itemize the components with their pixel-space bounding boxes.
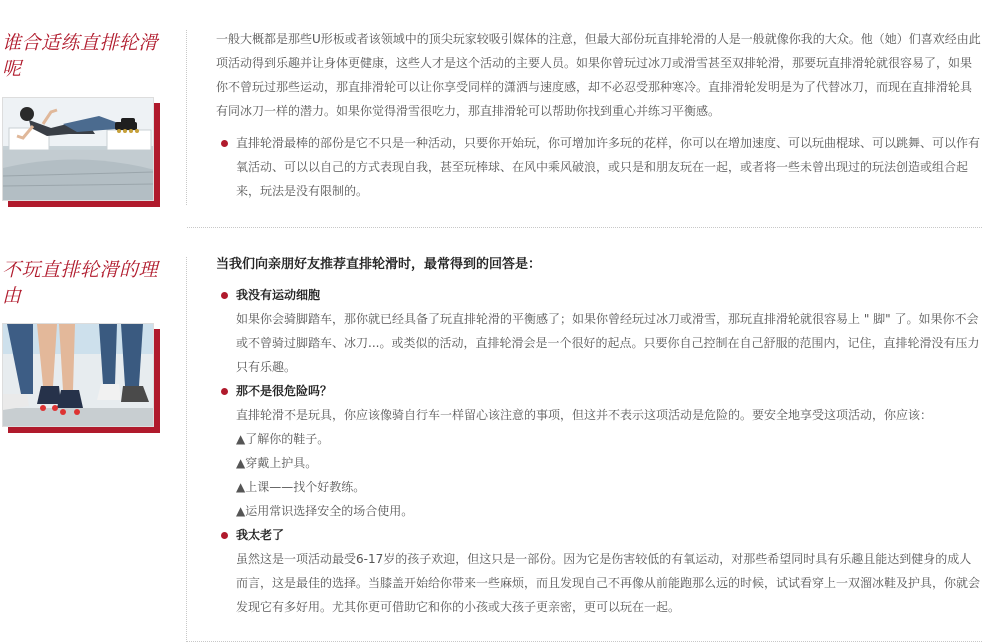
- skater-photo: [2, 97, 154, 201]
- answer-text: 直排轮滑不是玩具，你应该像骑自行车一样留心该注意的事项，但这并不表示这项活动是危险的。要安全地享受这项活动，你应该：: [236, 408, 933, 422]
- tip-line: ▲了解你的鞋子。: [236, 432, 330, 446]
- vertical-divider: [186, 257, 187, 642]
- section-reasons-not: [0, 229, 982, 644]
- skater-illustration: [3, 98, 154, 201]
- lead-heading: 当我们向亲朋好友推荐直排轮滑时，最常得到的回答是：: [216, 257, 542, 272]
- horizontal-divider: [187, 641, 982, 642]
- bullet-dot-icon: [221, 140, 228, 147]
- tip-line: ▲穿戴上护具。: [236, 456, 318, 470]
- list-item: [216, 379, 982, 523]
- section-content: [216, 27, 982, 203]
- section-content: [216, 253, 982, 619]
- answer-text: 虽然这是一项活动最受6-17岁的孩子欢迎，但这只是一部份。因为它是伤害较低的有氧运动，对那些希望同时具有乐趣且能达到健身的成人而言，这是最佳的选择。当膝盖开始给你带来一些麻烦，而且发现自己不再像从前能跑那么远的时候，试试看穿上一双溜冰鞋及护具，你就会发现它有多好用。尤其你更可借助它和你的小孩或大孩子更亲密，更可以玩在一起。: [236, 552, 981, 614]
- tip-line: ▲运用常识选择安全的场合使用。: [236, 504, 414, 518]
- bullet-text: 直排轮滑最棒的部份是它不只是一种活动，只要你开始玩，你可增加许多玩的花样，你可以在增加速度、可以玩曲棍球、可以跳舞、可以作有氧活动、可以以自己的方式表现自我，甚至玩棒球、在风中乘风破浪，或只是和朋友玩在一起，或者将一些未曾出现过的玩法创造或组合起来，玩法是没有限制的。: [236, 136, 981, 198]
- question-title: 那不是很危险吗？: [236, 384, 333, 398]
- photo-frame: [2, 97, 160, 207]
- bullet-dot-icon: [221, 388, 228, 395]
- horizontal-divider: [187, 227, 982, 228]
- photo-frame: [2, 323, 160, 433]
- list-item: [216, 131, 982, 203]
- section-title: 不玩直排轮滑的理由: [2, 259, 159, 307]
- vertical-divider: [186, 30, 187, 205]
- section-title: 谁合适练直排轮滑呢: [2, 32, 159, 80]
- question-title: 我太老了: [236, 528, 285, 542]
- list-item: [216, 283, 982, 379]
- tip-line: ▲上课——找个好教练。: [236, 480, 366, 494]
- answer-text: 如果你会骑脚踏车，那你就已经具备了玩直排轮滑的平衡感了；如果你曾经玩过冰刀或滑雪，那玩直排滑轮就很容易上 " 脚" 了。如果你不会或不曾骑过脚踏车、冰刀...。或类似的活动，直排轮滑会是一个很好的起点。只要你自己控制在自己舒服的范围内，记住，直排轮滑没有压力只有乐趣。: [236, 312, 980, 374]
- legs-illustration: [3, 324, 154, 427]
- question-title: 我没有运动细胞: [236, 288, 321, 302]
- bullet-dot-icon: [221, 532, 228, 539]
- list-item: [216, 523, 982, 619]
- legs-photo: [2, 323, 154, 427]
- bullet-dot-icon: [221, 292, 228, 299]
- section-who-suits: [0, 0, 982, 228]
- intro-paragraph: 一般大概都是那些U形板或者该领域中的顶尖玩家较吸引媒体的注意，但最大部份玩直排轮滑的人是一般就像你我的大众。他（她）们喜欢经由此项活动得到乐趣并让身体更健康，这些人才是这个活动的主要人员。如果你曾玩过冰刀或滑雪甚至双排轮滑，那要玩直排滑轮就很容易了，如果你不曾玩过那些运动，那直排滑轮可以让你享受同样的潇洒与速度感，却不必忍受那种寒冷。直排滑轮发明是为了代替冰刀，而现在直排滑轮具有同冰刀一样的潜力。如果你觉得滑雪很吃力，那直排滑轮可以帮助你找到重心并练习平衡感。: [216, 32, 981, 118]
